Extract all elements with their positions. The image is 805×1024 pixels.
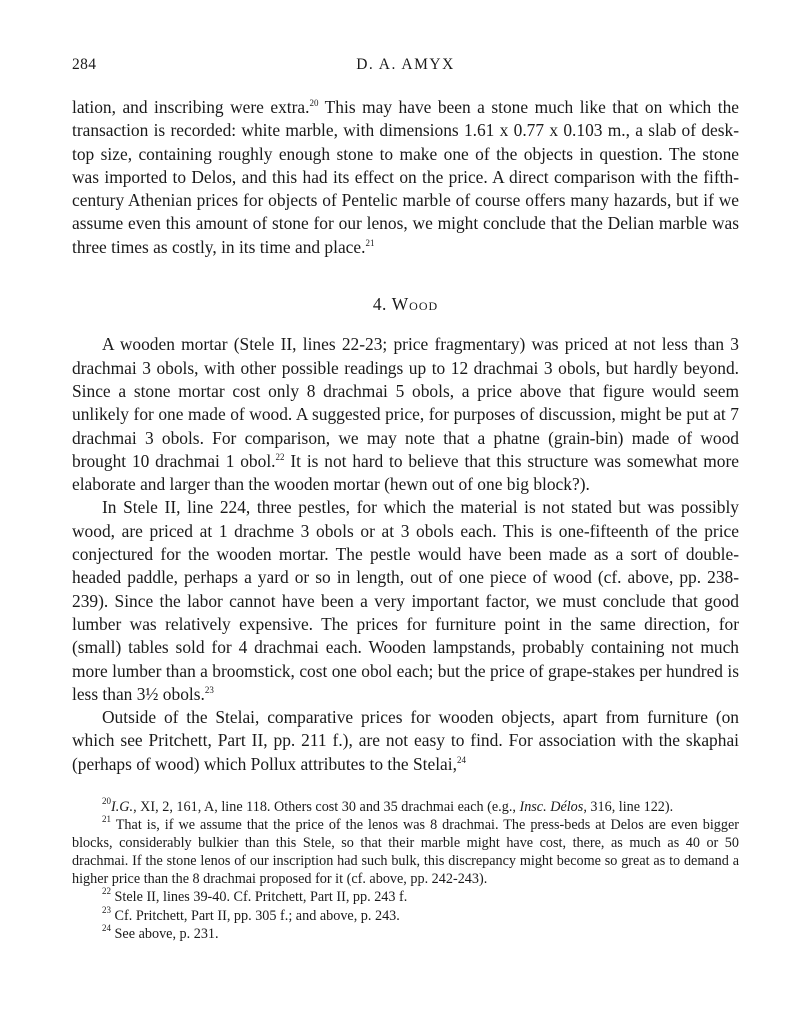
section-title: Wood: [391, 294, 439, 315]
footnote-ref: 22: [275, 451, 285, 462]
footnote-number: 24: [102, 922, 111, 933]
footnote: [72, 798, 739, 816]
footnote: [72, 816, 739, 888]
footnote-number: 20: [102, 796, 111, 807]
footnote-text: Cf. Pritchett, Part II, pp. 305 f.; and above, p. 243.: [114, 907, 400, 924]
section-number: 4.: [372, 294, 387, 315]
footnote-italic: Insc. Délos: [519, 799, 584, 816]
paragraph-text: In Stele II, line 224, three pestles, for which the material is not stated but was possibly wood, are priced at 1 drachme 3 obols or at 3 obols each. This is one-fifteenth of the price conjectured for the wooden mortar. The pestle would have been made as a sort of double-headed paddle, perhaps a yard or so in length, out of one piece of wood (cf. above, pp. 238-239). Since the labor cannot have been a very important factor, we must conclude that good lumber was relatively expensive. The prices for furniture point in the same direction, for (small) tables sold for 4 drachmai each. Wooden lampstands, probably containing not much more lumber than a broomstick, cost one obol each; but the price of grape-stakes per hundred is less than 3½ obols.: [72, 497, 739, 704]
section-heading: [72, 293, 739, 316]
footnote-ref: 24: [456, 754, 466, 765]
footnote: [72, 922, 739, 943]
footnote-ref: 20: [309, 98, 319, 108]
footnote-text: That is, if we assume that the price of the lenos was 8 drachmai. The press-beds at Delos are even bigger blocks, considerably bulkier than this Stele, so that their marble might have cost, there, as much as 40 or 50 drachmai. If the stone lenos of our inscription had such bulk, this discrepancy might become so great as to demand a higher price than the 8 drachmai proposed for it (cf. above, pp. 242-243).: [72, 817, 739, 888]
footnote-ref: 23: [204, 684, 214, 695]
running-head: [72, 56, 739, 80]
paragraph-text: lation, and inscribing were extra.: [72, 97, 310, 117]
footnote-text: Stele II, lines 39-40. Cf. Pritchett, Part II, pp. 243 f.: [114, 889, 408, 906]
footnote-number: 21: [102, 814, 111, 825]
footnote-number: 23: [102, 904, 111, 915]
footnote-text: See above, p. 231.: [114, 925, 219, 942]
paragraph-text: It is not hard to believe that this structure was somewhat more elaborate and larger than the wooden mortar (hewn out of one big block?).: [72, 450, 740, 495]
footnotes: [72, 798, 739, 943]
footnote-text: , 316, line 122).: [583, 799, 674, 816]
paragraph: [72, 706, 739, 776]
paragraph-text: A wooden mortar (Stele II, lines 22-23; price fragmentary) was priced at not less than 3 drachmai 3 obols, with other possible readings up to 12 drachmai 3 obols, but hardly beyond. Since a stone mortar cost only 8 drachmai 5 obols, a price above that figure would seem unlikely for one made of wood. A suggested price, for purposes of discussion, might be put at 7 drachmai 3 obols. For comparison, we may note that a phatne (grain-bin) made of wood brought 10 drachmai 1 obol.: [72, 334, 739, 471]
paragraph-text: Outside of the Stelai, comparative prices for wooden objects, apart from furniture (on which see Pritchett, Part II, pp. 211 f.), are not easy to find. For association with the skaphai (perhaps of wood) which Pollux attributes to the Stelai,: [72, 707, 739, 774]
paragraph: [72, 96, 739, 259]
footnote-number: 22: [102, 886, 111, 897]
footnote-italic: I.G.: [111, 799, 134, 816]
running-author: D. A. AMYX: [356, 56, 455, 73]
paragraph: [72, 333, 739, 496]
footnote-text: , XI, 2, 161, A, line 118. Others cost 30 and 35 drachmai each (e.g.,: [133, 799, 520, 816]
paragraph: [72, 496, 739, 706]
footnote: [72, 904, 739, 925]
body-text: [72, 96, 739, 776]
footnote: [72, 888, 739, 906]
page: [72, 56, 739, 943]
paragraph-text: This may have been a stone much like that on which the transaction is recorded: white marble, with dimensions 1.61 x 0.77 x 0.103 m., a slab of desk-top size, containing roughly enough stone to make one of the objects in question. The stone was imported to Delos, and this had its effect on the price. A direct comparison with the fifth-century Athenian prices for objects of Pentelic marble of course offers many hazards, but if we assume even this amount of stone for our lenos, we might conclude that the Delian marble was three times as costly, in its time and place.: [72, 97, 739, 257]
page-number: 284: [72, 56, 97, 73]
footnote-ref: 21: [365, 237, 375, 248]
